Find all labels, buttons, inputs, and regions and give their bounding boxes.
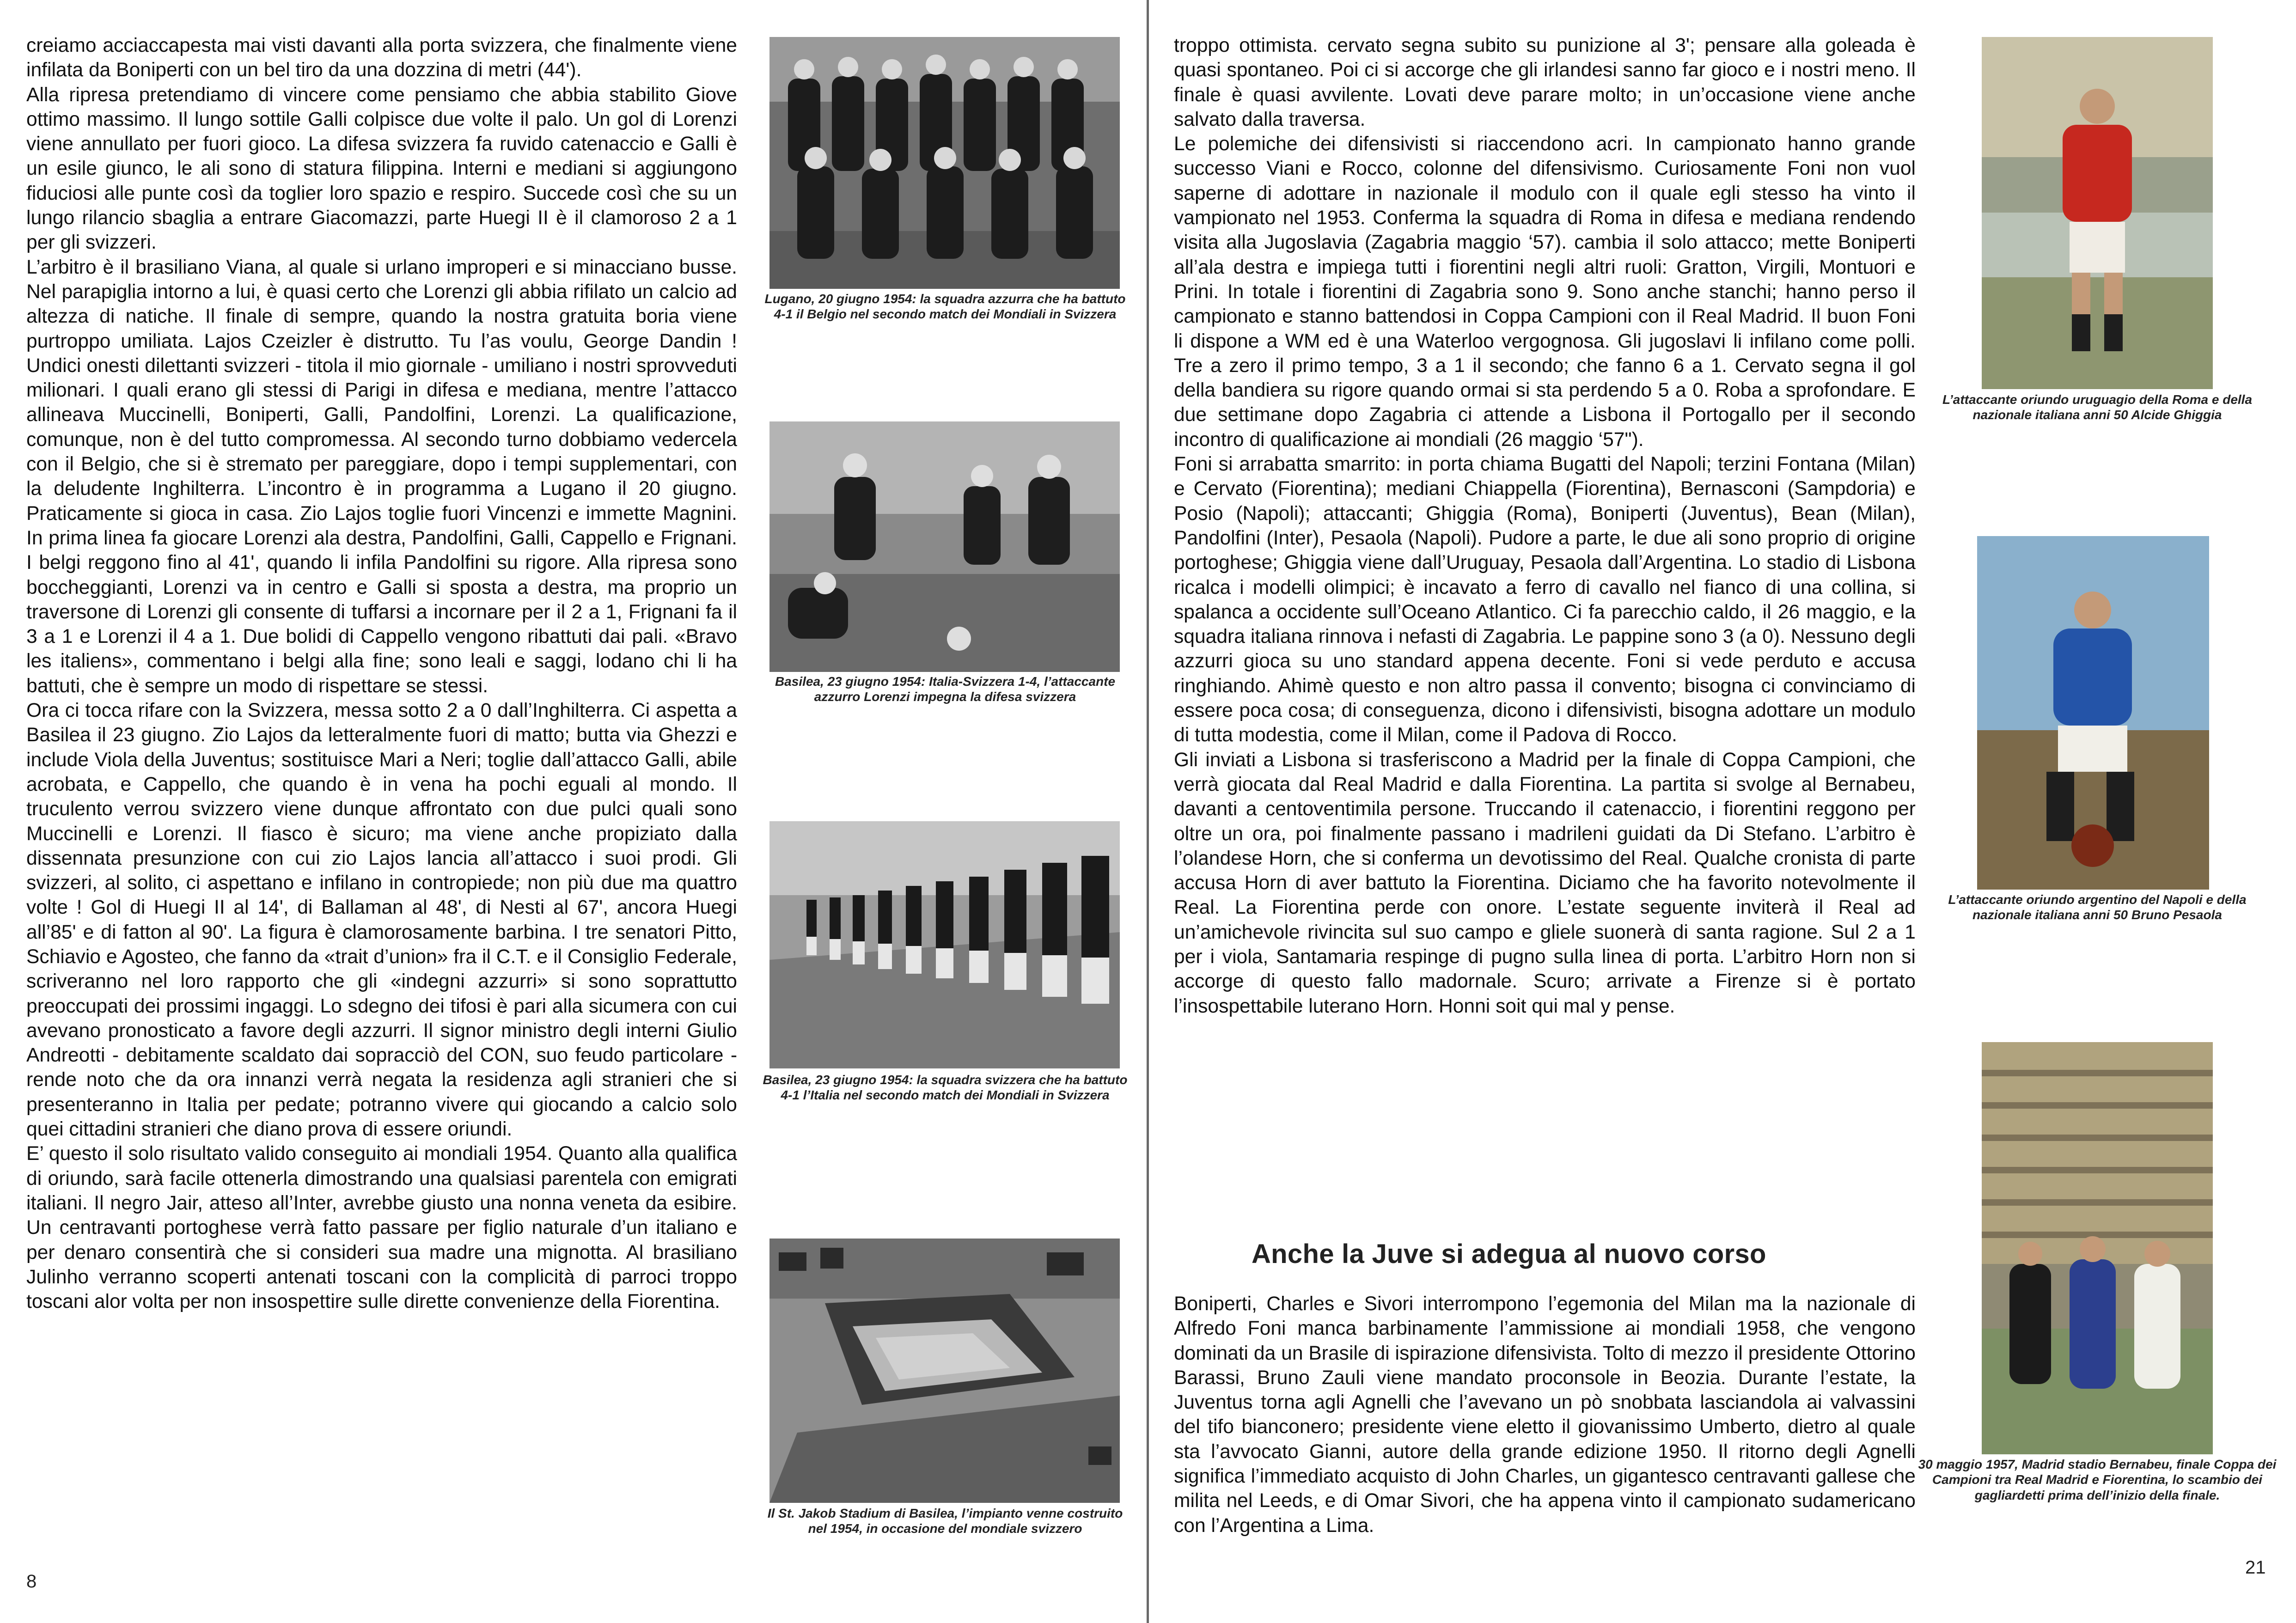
right-paragraph-4: Gli inviati a Lisbona si trasferiscono a Madrid per la finale di Coppa Campioni, che verrà giocata dal Real Madrid e dalla Fiorentina. La partita si svolge al Bernabeu, davanti a centoventimila persone. Truccando il catenaccio, i fiorentini reggono per oltre un ora, poi finalmente passano i madrileni guidati da Di Stefano. L’arbitro è l’olandese Horn, che si conferma un devotissimo del Real. Qualche cronista di parte accusa Horn di aver battuto la Fiorentina. Diciamo che ha favorito notevolmente il Real. La Fiorentina perde con onore. L’estate seguente inviterà il Real ad un’amichevole rivincita sul suo campo e gliele suonerà di santa ragione. Sul 2 a 1 per i viola, Santamaria respinge di pugno sulla linea di porta. L’arbitro Horn non si accorge di questo fallo madornale. Scuro; arrivate a Firenze si è portato l’insospettabile luterano Horn. Honni soit qui mal y pense.	[1174, 748, 1916, 1017]
caption-bernabeu: 30 maggio 1957, Madrid stadio Bernabeu, finale Coppa dei Campioni tra Real Madrid e Fiorentina, lo scambio dei gagliardetti prima dell’inizio della finale.	[1918, 1457, 2277, 1502]
right-page	[1150, 0, 2296, 1623]
caption-photo-4: Il St. Jakob Stadium di Basilea, l’impianto venne costruito nel 1954, in occasione del mondiale svizzero	[767, 1506, 1123, 1536]
right-paragraph-1: troppo ottimista. cervato segna subito su punizione al 3'; pensare alla goleada è quasi spontaneo. Poi ci si accorge che gli irlandesi sanno far gioco e i nostri meno. Il finale è quasi avvilente. Lovati deve parare molto; in un’occasione viene anche salvato dalla traversa.	[1174, 34, 1916, 130]
caption-photo-3: Basilea, 23 giugno 1954: la squadra svizzera che ha battuto 4-1 l’Italia nel secondo match dei Mondiali in Svizzera	[763, 1073, 1128, 1103]
right-paragraph-5: Boniperti, Charles e Sivori interrompono l’egemonia del Milan ma la nazionale di Alfredo Foni manca barbinamente l’ammissione ai mondiali 1958, che vengono dominati da un Brasile di ispirazione difensivista. Tolto di mezzo il presidente Ottorino Barassi, Bruno Zauli viene mandato proconsole in Beozia. Durante l’estate, la Juventus torna agli Agnelli che l’avevano un pò snobbata lasciandola ai valvassini del tifo bianconero; presidente viene eletto il giovanissimo Umberto, dietro al quale sta l’avvocato Gianni, autore della grande edizione 1950. Il ritorno degli Agnelli significa l’immediato acquisto di John Charles, un gigantesco centravanti gallese che milita nel Leeds, e di Omar Sivori, che ha appena vinto il campionato sudamericano con l’Argentina a Lima.	[1174, 1293, 1916, 1537]
left-article-column	[26, 33, 737, 1314]
stadium-aerial-photo	[769, 1239, 1120, 1503]
swiss-team-lineup-photo	[769, 821, 1120, 1068]
caption-ghiggia: L’attaccante oriundo uruguagio della Roma e della nazionale italiana anni 50 Alcide Ghiggia	[1942, 392, 2253, 422]
bernabeu-final-photo	[1982, 1042, 2213, 1454]
caption-pesaola: L’attaccante oriundo argentino del Napoli e della nazionale italiana anni 50 Bruno Pesaola	[1948, 892, 2247, 922]
left-paragraph-4: Ora ci tocca rifare con la Svizzera, messa sotto 2 a 0 dall’Inghilterra. Ci aspetta a Basilea il 23 giugno. Zio Lajos da letteralmente fuori di matto; butta via Ghezzi e include Viola della Juventus; sostituisce Mari a Neri; toglie dall’attacco Galli, abile acrobata, e Cappello, che quando è in vena ha pochi eguali al mondo. Il truculento verrou svizzero viene dunque affrontato con due pulci quali sono Muccinelli e Lorenzi. Il fiasco è sicuro; ma viene anche propiziato dalla dissennata presunzione con cui zio Lajos lancia all’attacco i suoi prodi. Gli svizzeri, al solito, ci aspettano e infilano in contropiede; non più due ma quattro volte ! Gol di Huegi II al 14', di Ballaman al 48', di Nesti al 67', ancora Huegi all’85' e di fatton al 90'. La figura è clamorosamente barbina. I tre senatori Pitto, Schiavio e Agosteo, che fanno da «trait d’union» fra il C.T. e il Consiglio Federale, scriveranno nel loro rapporto che gli «indegni azzurri» si sono soprattutto preoccupati dei prossimi ingaggi. Lo sdegno dei tifosi è pari alla sicumera con cui avevano pronosticato a favore degli azzurri. Il signor ministro degli interni Giulio Andreotti - debitamente scaldato dai sopracciò del CON, suo feudo particolare - rende noto che da ora innanzi verrà negata la residenza agli stranieri che si presenteranno in Italia per pedate; potranno vivere qui giocando a calcio solo quei cittadini stranieri che diano prova di essere oriundi.	[26, 699, 737, 1141]
section-heading: Anche la Juve si adegua al nuovo corso	[1252, 1239, 1766, 1269]
left-page	[0, 0, 1146, 1623]
right-article-column	[1174, 33, 1916, 1019]
pesaola-photo	[1977, 536, 2209, 890]
left-paragraph-1: creiamo acciaccapesta mai visti davanti alla porta svizzera, che finalmente viene infilata da Boniperti con un bel tiro da una dozzina di metri (44').	[26, 34, 737, 81]
page-number-left: 8	[26, 1571, 37, 1592]
left-paragraph-3: L’arbitro è il brasiliano Viana, al quale si urlano improperi e si minacciano busse. Nel parapiglia intorno a lui, è quasi certo che Lorenzi gli abbia rifilato un calcio ad altezza di natiche. Il finale di sempre, quando la nostra gratuita boria viene purtroppo umiliata. Lajos Czeizler è distrutto. Tu l’as voulu, George Dandin ! Undici onesti dilettanti svizzeri - titola il mio giornale - umiliano i nostri sprovveduti milionari. I quali erano gli stessi di Parigi in difesa e mediana, mentre l’attacco allineava Muccinelli, Boniperti, Galli, Pandolfini, Lorenzi. La qualificazione, comunque, non è del tutto compromessa. Al secondo turno dobbiamo vedercela con il Belgio, che si è stremato per pareggiare, dopo i tempi supplementari, con la deludente Inghilterra. L’incontro è in programma a Lugano il 20 giugno. Praticamente si gioca in casa. Zio Lajos toglie fuori Vincenzi e immette Magnini. In prima linea fa giocare Lorenzi ala destra, Pandolfini, Galli, Cappello e Frignani. I belgi reggono fino al 41', quando li infila Pandolfini su rigore. Alla ripresa sono boccheggianti, Lorenzi va in centro e Galli si sposta a destra, ma proprio un traversone di Lorenzi gli consente di tuffarsi a incornare per il 2 a 1, Frignani fa il 3 a 1 e Lorenzi il 4 a 1. Due bolidi di Cappello vengono ribattuti dai pali. «Bravo les italiens», commentano i belgi alla fine; sono leali e saggi, lodano chi li ha battuti, che è sempre un modo di rispettare se stessi.	[26, 256, 737, 697]
page-divider	[1147, 0, 1149, 1623]
team-photo-lugano	[769, 37, 1120, 289]
caption-photo-1: Lugano, 20 giugno 1954: la squadra azzurra che ha battuto 4-1 il Belgio nel secondo match dei Mondiali in Svizzera	[764, 292, 1126, 322]
page-number-right: 21	[2245, 1557, 2266, 1578]
right-article-column-2	[1174, 1292, 1916, 1538]
match-action-photo	[769, 421, 1120, 672]
ghiggia-photo	[1982, 37, 2213, 389]
right-paragraph-3: Foni si arrabatta smarrito: in porta chiama Bugatti del Napoli; terzini Fontana (Milan) e Cervato (Fiorentina); mediani Chiappella (Fiorentina), Bernasconi (Sampdoria) e Posio (Napoli); attaccanti; Ghiggia (Roma), Boniperti (Juventus), Bean (Milan), Pandolfini (Inter), Pesaola (Napoli). Pudore a parte, le due ali sono proprio di origine portoghese; Ghiggia viene dall’Uruguay, Pesaola dall’Argentina. Lo stadio di Lisbona ricalca i modelli olimpici; è incavato a ferro di cavallo nel fianco di una collina, si spalanca a occidente sull’Oceano Atlantico. Ci fa parecchio caldo, il 26 maggio, e la squadra italiana rinnova i nefasti di Zagabria. Le pappine sono 3 (a 0). Nessuno degli azzurri gioca su uno standard appena decente. Foni si vede perduto e accusa ringhiando. Ahimè questo e non altro passa il convento; bisogna ci convinciamo di essere poca cosa; di conseguenza, dicono i difensivisti, bisogna adottare un modulo di tutta modestia, come il Milan, come il Padova di Rocco.	[1174, 453, 1916, 746]
left-paragraph-2: Alla ripresa pretendiamo di vincere come pensiamo che abbia stabilito Giove ottimo massimo. Il lungo sottile Galli colpisce due volte il palo. Un gol di Lorenzi viene annullato per fuori gioco. La difesa svizzera fa ruvido catenaccio e Galli è un esile giunco, le ali sono di statura filippina. Interni e mediani si aggiungono fiduciosi alle punte così da toglier loro spazio e respiro. Succede così che su un lungo rilancio sbaglia a entrare Giacomazzi, parte Huegi II è il clamoroso 2 a 1 per gli svizzeri.	[26, 83, 737, 254]
caption-photo-2: Basilea, 23 giugno 1954: Italia-Svizzera 1-4, l’attaccante azzurro Lorenzi impegna la difesa svizzera	[775, 674, 1116, 704]
right-paragraph-2: Le polemiche dei difensivisti si riaccendono acri. In campionato hanno grande successo Viani e Rocco, colonne del difensivismo. Curiosamente Foni non vuol saperne di adottare in nazionale il modulo con il quale egli stesso ha vinto il vampionato nel 1953. Conferma la squadra di Roma in difesa e mediana rendendo visita alla Jugoslavia (Zagabria maggio ‘57). cambia il solo attacco; mette Boniperti all’ala destra e impiega tutti i fiorentini negli altri ruoli: Gratton, Virgili, Montuori e Prini. In totale i fiorentini di Zagabria sono 9. Sono anche stanchi; hanno perso il campionato e stanno battendosi in Coppa Campioni con il Real Madrid. Il buon Foni li dispone a WM ed è una Waterloo vergognosa. Gli jugoslavi li infilano come polli. Tre a zero il primo tempo, 3 a 1 il secondo; che fanno 6 a 1. Cervato segna il gol della bandiera su rigore quando ormai si sta perdendo 5 a 0. Roba a sprofondare. E due settimane dopo Zagabria ci attende a Lisbona il Portogallo per il secondo incontro di qualificazione ai mondiali (26 maggio ‘57").	[1174, 133, 1916, 451]
left-paragraph-5: E’ questo il solo risultato valido conseguito ai mondiali 1954. Quanto alla qualifica di oriundo, sarà facile ottenerla dimostrando una qualsiasi parentela con emigrati italiani. Il negro Jair, atteso all’Inter, avrebbe giusto una nonna veneta da esibire. Un centravanti portoghese verrà fatto passare per figlio naturale d’un italiano e per denaro consentirà che si consideri sua madre una mignotta. Al brasiliano Julinho verranno scoperti antenati toscani con la complicità di parroci troppo toscani alor volta per non insospettire sulle dirette convenienze della Fiorentina.	[26, 1142, 737, 1313]
